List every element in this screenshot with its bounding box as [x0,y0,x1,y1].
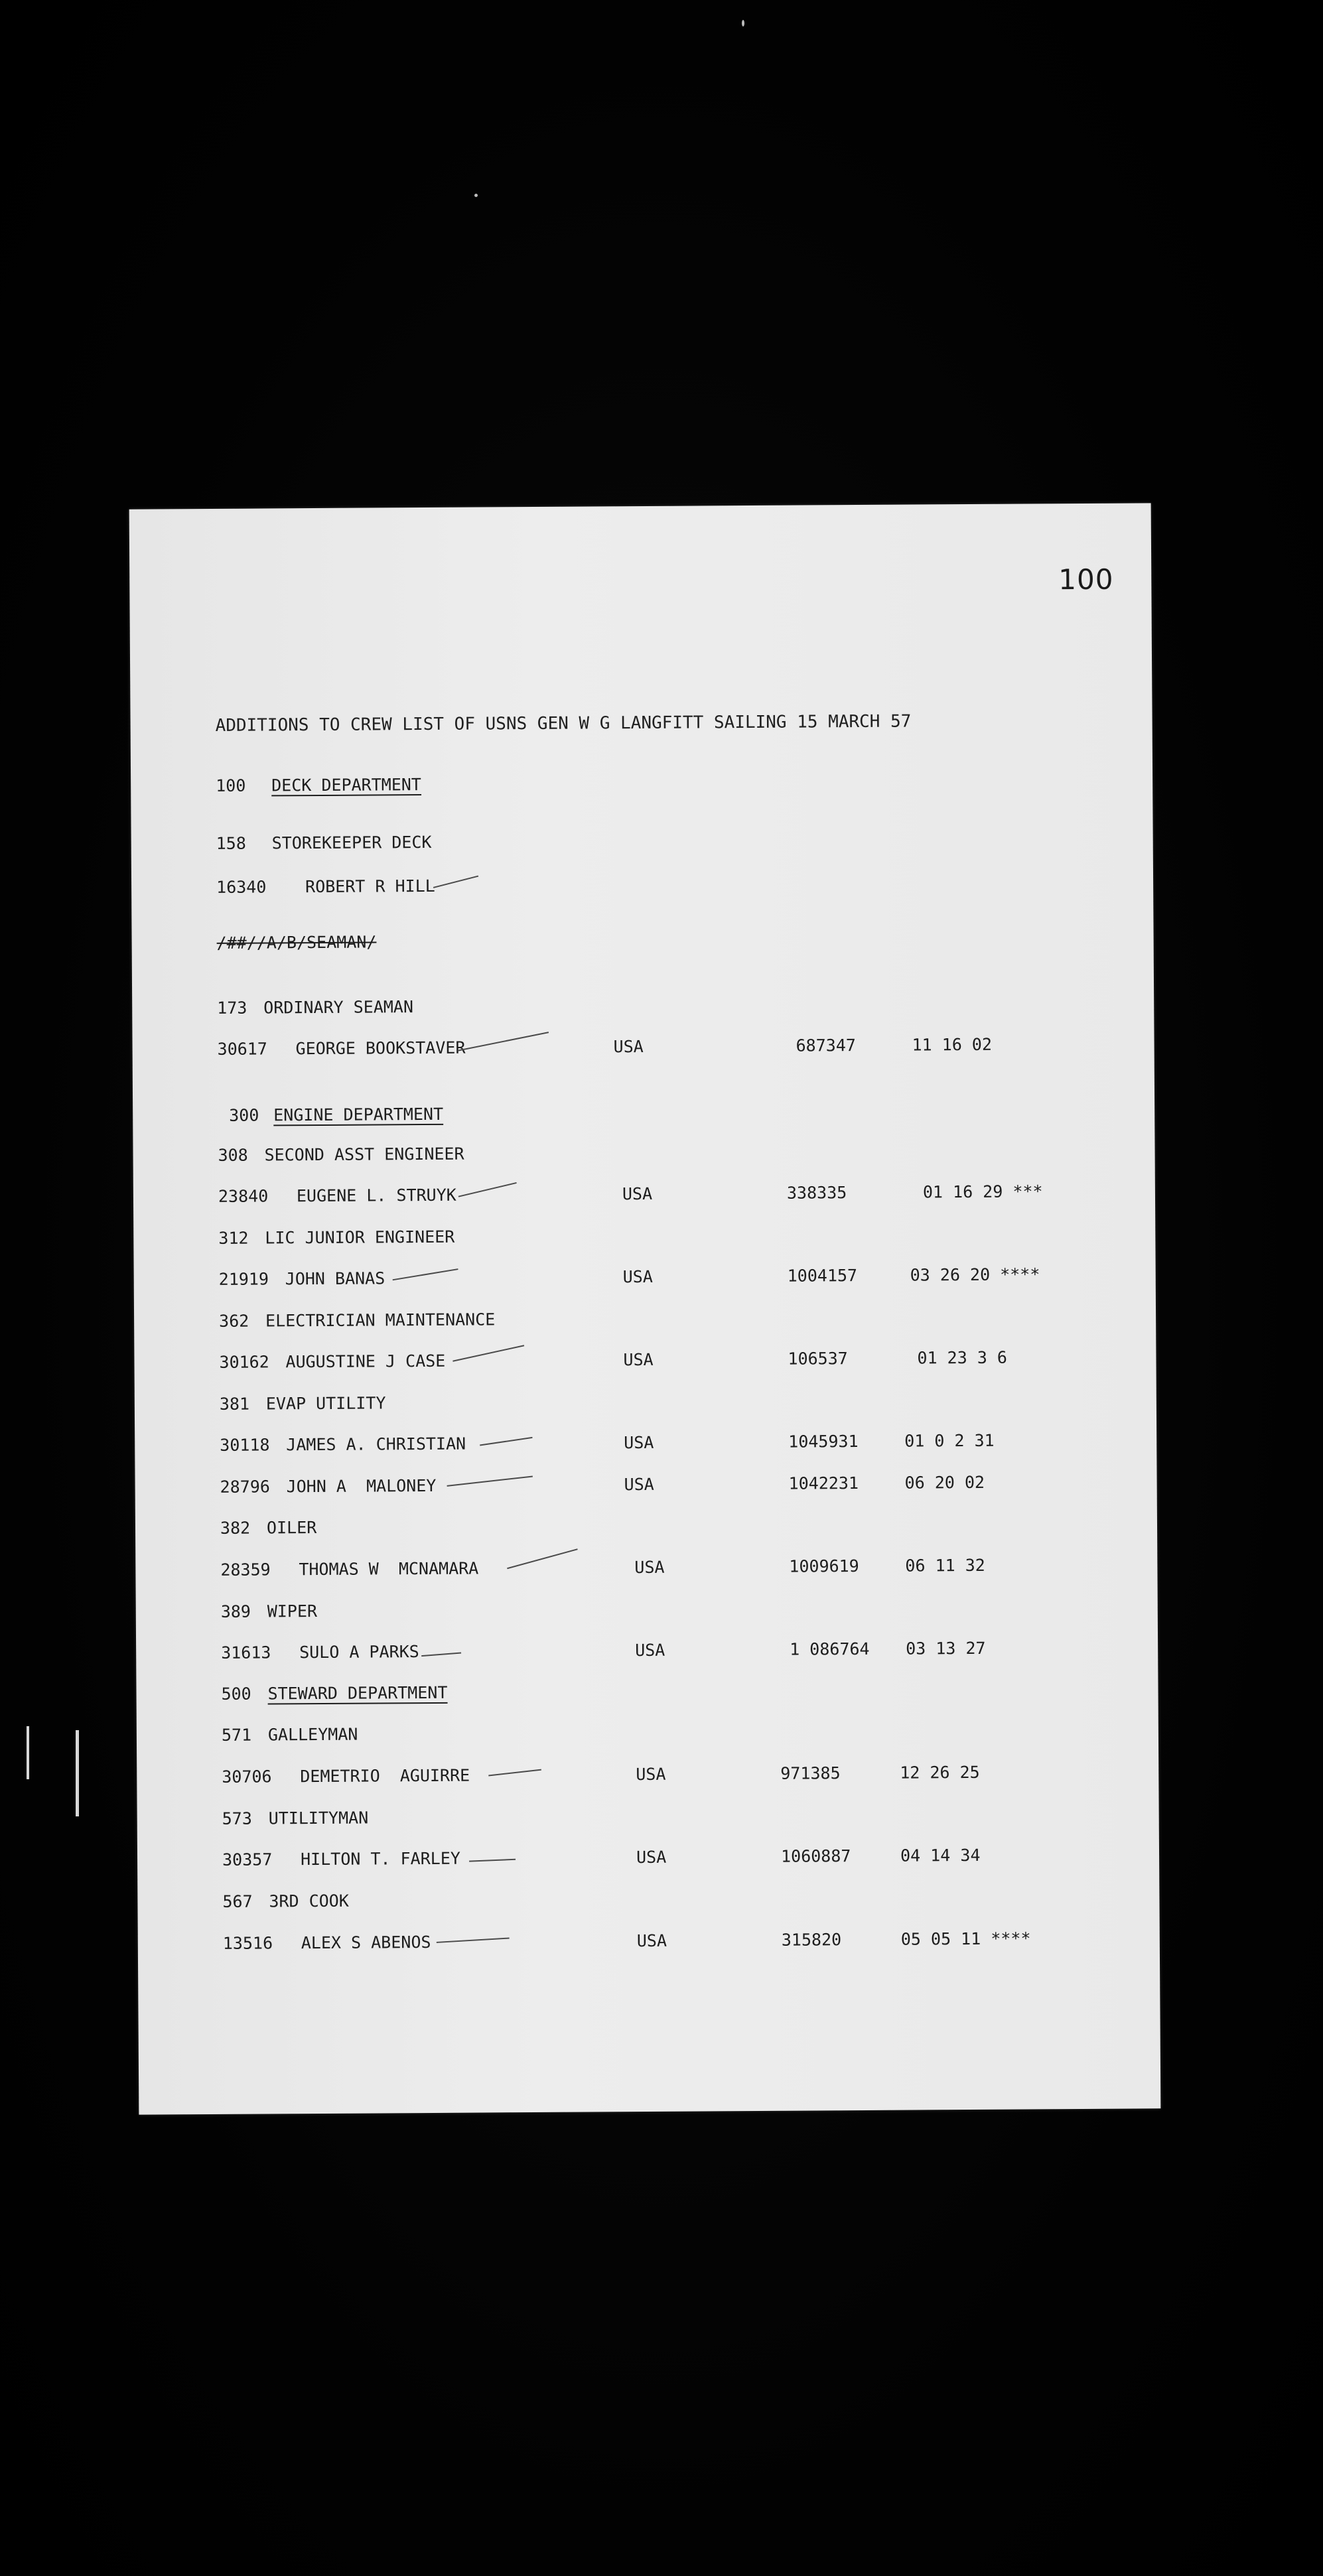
rating-heading [133,1223,1155,1255]
rating-code: 381 [219,1394,250,1414]
crew-id: 315820 [781,1930,842,1950]
crew-nationality: USA [636,1764,666,1785]
crew-date: 06 20 02 [904,1472,985,1493]
crew-name: JOHN BANAS [285,1268,385,1289]
department-label: DECK DEPARTMENT [271,775,422,795]
crew-date: 05 05 11 **** [900,1929,1031,1949]
rating-heading [136,1596,1158,1629]
department-code: 500 [221,1684,251,1704]
crew-row [135,1471,1157,1504]
rating-code: 571 [221,1725,252,1745]
crew-number: 30617 [217,1039,267,1059]
department-heading [131,770,1152,803]
rating-label: SECOND ASST ENGINEER [264,1144,464,1165]
rating-code: 567 [222,1891,253,1911]
rating-heading [133,1140,1154,1172]
check-mark [480,1437,532,1446]
check-mark [469,1859,516,1862]
rating-heading [134,1306,1156,1338]
rating-heading [132,992,1154,1025]
crew-date: 03 26 20 **** [910,1264,1040,1285]
rating-code: 389 [220,1601,251,1621]
crew-id: 687347 [796,1036,856,1055]
crew-nationality: USA [622,1266,653,1287]
rating-label: WIPER [267,1601,318,1621]
crew-date: 01 16 29 *** [922,1182,1043,1202]
crew-name: JOHN A MALONEY [286,1475,437,1497]
rating-label: GALLEYMAN [267,1724,358,1745]
rating-code: 173 [217,998,247,1018]
crew-row [138,1928,1160,1960]
struck-line [132,927,1154,960]
rating-label: ORDINARY SEAMAN [263,997,414,1018]
check-mark [447,1475,533,1486]
scan-edge-mark [76,1730,79,1816]
crew-nationality: USA [613,1037,644,1057]
rating-heading [137,1886,1159,1919]
crew-number: 30162 [219,1352,269,1372]
rating-label: OILER [266,1518,317,1538]
crew-date: 12 26 25 [900,1762,980,1783]
crew-number: 16340 [216,877,267,897]
crew-nationality: USA [635,1640,665,1661]
rating-code: 312 [218,1228,249,1248]
rating-code: 382 [220,1518,251,1538]
document-page [129,503,1161,2114]
crew-name: THOMAS W MCNAMARA [299,1558,479,1580]
crew-date: 01 0 2 31 [904,1430,995,1451]
crew-number: 13516 [222,1933,273,1953]
check-mark [507,1548,578,1569]
crew-row [131,872,1153,904]
check-mark [421,1653,461,1657]
crew-id: 1004157 [787,1266,858,1286]
crew-id: 971385 [780,1763,841,1783]
rating-label: 3RD COOK [269,1891,349,1911]
crew-name: GEORGE BOOKSTAVER [295,1038,466,1059]
crew-id: 106537 [788,1349,848,1369]
crew-id: 1 086764 [790,1639,870,1659]
crew-id: 1045931 [788,1432,859,1452]
rating-heading [137,1803,1159,1836]
department-code: 100 [216,776,246,795]
crew-number: 28796 [220,1477,270,1497]
crew-number: 21919 [218,1269,269,1289]
crew-number: 30706 [222,1767,272,1787]
page-number: 100 [1058,563,1114,596]
rating-heading [135,1389,1156,1421]
document-title: ADDITIONS TO CREW LIST OF USNS GEN W G LANGFITT SAILING 15 MARCH 57 [215,711,912,736]
check-mark [458,1182,517,1197]
crew-row [133,1181,1155,1213]
crew-number: 28359 [220,1560,271,1580]
crew-row [137,1844,1159,1877]
rating-label: ELECTRICIAN MAINTENANCE [265,1310,496,1331]
crew-nationality: USA [622,1184,653,1204]
crew-name: DEMETRIO AGUIRRE [300,1765,470,1787]
crew-name: AUGUSTINE J CASE [285,1351,446,1372]
crew-row [135,1554,1157,1587]
rating-heading [137,1720,1158,1752]
crew-name: EUGENE L. STRUYK [296,1185,456,1206]
crew-id: 1042231 [788,1473,859,1493]
crew-row [134,1347,1156,1379]
crew-date: 04 14 34 [900,1845,981,1865]
check-mark [437,1938,510,1943]
rating-label: EVAP UTILITY [265,1393,386,1414]
crew-number: 23840 [218,1186,269,1206]
dust-speck [474,194,478,197]
crew-number: 30357 [222,1850,273,1869]
crew-number: 30118 [220,1435,270,1455]
crew-date: 01 23 3 6 [917,1347,1008,1368]
check-mark [433,876,478,888]
crew-nationality: USA [624,1432,654,1453]
rating-heading [135,1513,1157,1545]
dust-speck [742,20,744,27]
crew-row [133,1034,1154,1066]
check-mark [488,1769,541,1777]
crew-row [135,1430,1156,1462]
crew-nationality: USA [636,1931,667,1951]
department-label: ENGINE DEPARTMENT [273,1104,444,1125]
check-mark [453,1345,524,1361]
rating-code: 308 [218,1145,248,1165]
rating-label: STOREKEEPER DECK [271,832,432,853]
rating-label: LIC JUNIOR ENGINEER [265,1227,455,1248]
crew-number: 31613 [221,1643,271,1662]
check-mark [457,1032,549,1051]
rating-code: 158 [216,833,246,853]
crew-id: 1009619 [789,1556,859,1576]
crew-id: 1060887 [780,1846,851,1866]
rating-code: 573 [222,1808,252,1828]
rating-code: 362 [219,1311,249,1331]
crew-row [137,1761,1158,1794]
rating-label: UTILITYMAN [268,1808,369,1828]
department-heading [133,1100,1154,1132]
crew-id: 338335 [786,1183,847,1203]
crew-nationality: USA [624,1474,654,1495]
crew-name: JAMES A. CHRISTIAN [286,1434,466,1455]
crew-date: 06 11 32 [905,1555,985,1576]
rating-heading [131,828,1153,860]
crew-row [134,1264,1156,1296]
crew-name: ALEX S ABENOS [301,1932,431,1953]
crew-name: ROBERT R HILL [305,876,435,897]
crew-nationality: USA [636,1847,667,1867]
crew-nationality: USA [623,1349,654,1370]
check-mark [393,1268,458,1280]
scan-edge-mark [27,1726,29,1779]
crew-nationality: USA [634,1557,665,1578]
crew-date: 03 13 27 [906,1638,986,1659]
department-code: 300 [229,1105,259,1125]
struck-text: /##//A/B/SEAMAN/ [216,932,377,953]
crew-name: HILTON T. FARLEY [300,1848,460,1869]
crew-date: 11 16 02 [912,1034,993,1055]
crew-name: SULO A PARKS [299,1642,419,1662]
department-heading [136,1678,1158,1711]
department-label: STEWARD DEPARTMENT [267,1682,448,1704]
crew-row [136,1637,1158,1670]
